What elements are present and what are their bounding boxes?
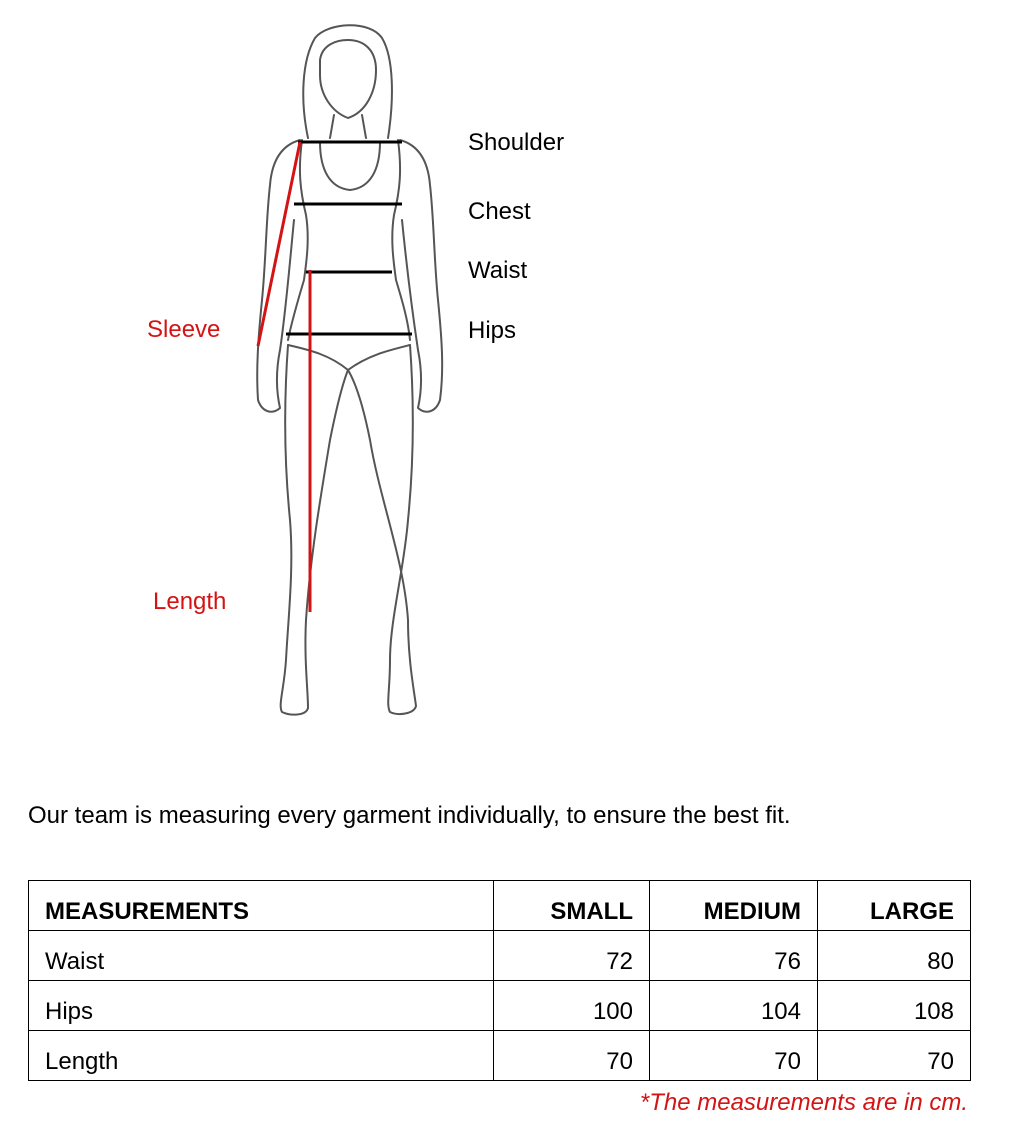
intro-text: Our team is measuring every garment individually, to ensure the best fit. (28, 802, 791, 829)
row-label: Hips (29, 981, 494, 1031)
row-label: Waist (29, 931, 494, 981)
cell-large: 70 (818, 1031, 971, 1081)
left-arm-outline (257, 140, 300, 412)
torso-outline (288, 140, 308, 340)
left-leg-outline (281, 345, 348, 715)
table-row (29, 1031, 971, 1081)
face-outline (320, 40, 376, 118)
cell-small: 100 (494, 981, 650, 1031)
chest-label: Chest (468, 198, 531, 225)
hair-outline (303, 25, 392, 138)
units-note: *The measurements are in cm. (639, 1089, 968, 1116)
header-measurements: MEASUREMENTS (29, 881, 494, 931)
table-row (29, 981, 971, 1031)
right-arm-outline (400, 140, 442, 412)
row-label: Length (29, 1031, 494, 1081)
cell-medium: 104 (650, 981, 818, 1031)
shoulder-label: Shoulder (468, 129, 565, 156)
length-label: Length (153, 588, 227, 615)
header-medium: MEDIUM (650, 881, 818, 931)
cell-medium: 76 (650, 931, 818, 981)
cell-medium: 70 (650, 1031, 818, 1081)
size-chart-table (28, 880, 971, 1081)
cell-large: 108 (818, 981, 971, 1031)
header-small: SMALL (494, 881, 650, 931)
right-leg-outline (348, 345, 416, 714)
hips-label: Hips (468, 317, 517, 344)
cell-small: 70 (494, 1031, 650, 1081)
header-large: LARGE (818, 881, 971, 931)
table-row (29, 931, 971, 981)
waist-label: Waist (468, 257, 528, 284)
cell-large: 80 (818, 931, 971, 981)
table-header-row (29, 881, 971, 931)
sleeve-label: Sleeve (147, 316, 221, 343)
cell-small: 72 (494, 931, 650, 981)
